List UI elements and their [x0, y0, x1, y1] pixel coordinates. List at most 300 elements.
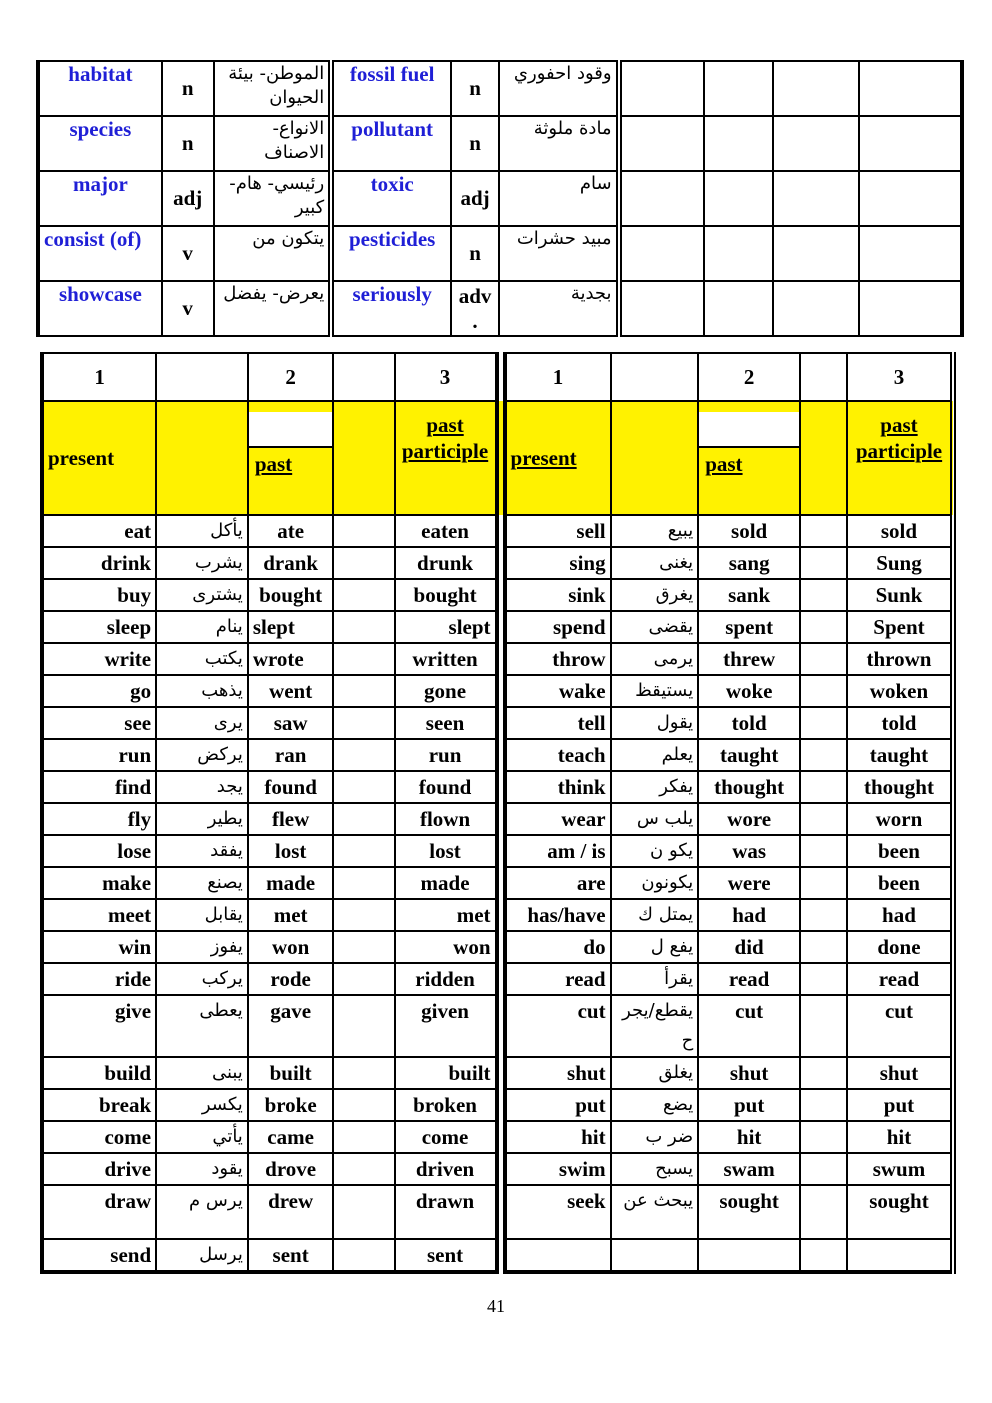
empty-cell: [333, 1153, 394, 1185]
past-cell: found: [248, 771, 334, 803]
past-participle-cell: flown: [395, 803, 501, 835]
past-cell: ate: [248, 515, 334, 547]
empty-cell: [333, 1239, 394, 1272]
past-cell: bought: [248, 579, 334, 611]
vocab-pos: n: [451, 226, 499, 281]
past-participle-cell: shut: [847, 1057, 953, 1089]
present-cell: drink: [42, 547, 156, 579]
empty-cell: [800, 643, 847, 675]
past-participle-cell: had: [847, 899, 953, 931]
verb-row: [42, 515, 953, 547]
empty-cell: [619, 116, 704, 171]
empty-cell: [333, 803, 394, 835]
arabic-meaning-cell: يغنى: [611, 547, 699, 579]
present-cell: seek: [501, 1185, 611, 1239]
present-cell: win: [42, 931, 156, 963]
past-participle-cell: done: [847, 931, 953, 963]
present-cell: swim: [501, 1153, 611, 1185]
past-cell: hit: [698, 1121, 800, 1153]
empty-cell: [800, 835, 847, 867]
empty-cell: [333, 515, 394, 547]
empty-cell: [333, 547, 394, 579]
empty-cell: [773, 226, 858, 281]
past-cell: taught: [698, 739, 800, 771]
empty-cell: [619, 281, 704, 336]
arabic-meaning-cell: يشرب: [156, 547, 248, 579]
past-header: past: [248, 401, 334, 515]
vocab-arabic: يتكون من: [214, 226, 332, 281]
present-cell: make: [42, 867, 156, 899]
past-cell: went: [248, 675, 334, 707]
past-cell: lost: [248, 835, 334, 867]
verb-row: [42, 707, 953, 739]
empty-cell: [333, 835, 394, 867]
past-cell: sank: [698, 579, 800, 611]
vocab-word: pollutant: [331, 116, 451, 171]
empty-cell: [800, 611, 847, 643]
past-participle-cell: Sung: [847, 547, 953, 579]
empty-cell: [800, 963, 847, 995]
arabic-meaning-cell: يفكر: [611, 771, 699, 803]
past-participle-cell: thrown: [847, 643, 953, 675]
empty-cell: [333, 1121, 394, 1153]
empty-cell: [333, 963, 394, 995]
past-cell: [698, 1239, 800, 1272]
empty-cell: [800, 1185, 847, 1239]
col-number: 2: [698, 353, 800, 401]
past-cell: sang: [698, 547, 800, 579]
past-cell: drove: [248, 1153, 334, 1185]
vocab-arabic: الانواع- الاصناف: [214, 116, 332, 171]
present-header: present: [42, 401, 156, 515]
past-participle-cell: sent: [395, 1239, 501, 1272]
vocab-word: fossil fuel: [331, 61, 451, 116]
past-participle-cell: read: [847, 963, 953, 995]
vocab-pos: n: [451, 61, 499, 116]
arabic-meaning-cell: يفقد: [156, 835, 248, 867]
col-number: 3: [847, 353, 953, 401]
verb-row: [42, 899, 953, 931]
past-cell: put: [698, 1089, 800, 1121]
present-cell: sell: [501, 515, 611, 547]
arabic-meaning-cell: يقضى: [611, 611, 699, 643]
past-cell: spent: [698, 611, 800, 643]
past-cell: told: [698, 707, 800, 739]
empty-cell: [704, 281, 773, 336]
arabic-meaning-cell: يذهب: [156, 675, 248, 707]
irregular-verbs-table: [40, 352, 956, 1274]
verb-row: [42, 803, 953, 835]
verb-row: [42, 1121, 953, 1153]
present-header: present: [501, 401, 611, 515]
empty-cell: [800, 899, 847, 931]
past-cell: made: [248, 867, 334, 899]
past-participle-cell: written: [395, 643, 501, 675]
arabic-meaning-cell: يفع ل: [611, 931, 699, 963]
empty-cell: [859, 171, 962, 226]
arabic-meaning-cell: يركب: [156, 963, 248, 995]
past-participle-cell: run: [395, 739, 501, 771]
empty-cell: [859, 116, 962, 171]
past-cell: swam: [698, 1153, 800, 1185]
empty-cell: [800, 1089, 847, 1121]
col-number: 3: [395, 353, 501, 401]
verb-row: [42, 995, 953, 1057]
past-participle-cell: woken: [847, 675, 953, 707]
past-participle-cell: Sunk: [847, 579, 953, 611]
arabic-meaning-cell: يسبح: [611, 1153, 699, 1185]
arabic-meaning-cell: يغلق: [611, 1057, 699, 1089]
past-participle-cell: come: [395, 1121, 501, 1153]
vocab-word: habitat: [38, 61, 162, 116]
col-number: 1: [42, 353, 156, 401]
past-cell: woke: [698, 675, 800, 707]
arabic-meaning-cell: يبنى: [156, 1057, 248, 1089]
present-cell: write: [42, 643, 156, 675]
verb-row: [42, 867, 953, 899]
past-cell: were: [698, 867, 800, 899]
verb-row: [42, 1239, 953, 1272]
empty-cell: [773, 281, 858, 336]
col-number: 2: [248, 353, 334, 401]
past-participle-cell: been: [847, 867, 953, 899]
empty-cell: [773, 61, 858, 116]
vocab-row: [38, 116, 962, 171]
empty-cell: [333, 867, 394, 899]
past-participle-cell: made: [395, 867, 501, 899]
arabic-meaning-cell: يكو ن: [611, 835, 699, 867]
arabic-meaning-cell: يأكل: [156, 515, 248, 547]
verb-row: [42, 1185, 953, 1239]
past-cell: sought: [698, 1185, 800, 1239]
vocab-row: [38, 61, 962, 116]
vocab-word: species: [38, 116, 162, 171]
past-participle-cell: seen: [395, 707, 501, 739]
past-header: past: [698, 401, 800, 515]
present-cell: draw: [42, 1185, 156, 1239]
past-cell: flew: [248, 803, 334, 835]
present-cell: see: [42, 707, 156, 739]
past-cell: had: [698, 899, 800, 931]
empty-cell: [800, 931, 847, 963]
past-cell: was: [698, 835, 800, 867]
present-cell: do: [501, 931, 611, 963]
arabic-meaning-cell: يفوز: [156, 931, 248, 963]
past-participle-header: past participle: [395, 401, 501, 515]
empty-cell: [800, 803, 847, 835]
past-cell: threw: [698, 643, 800, 675]
present-cell: tell: [501, 707, 611, 739]
empty-cell: [800, 1153, 847, 1185]
arabic-meaning-cell: يبحث عن: [611, 1185, 699, 1239]
present-cell: ride: [42, 963, 156, 995]
empty-cell: [333, 707, 394, 739]
empty-cell: [859, 281, 962, 336]
verb-row: [42, 1153, 953, 1185]
arabic-meaning-cell: يبيع: [611, 515, 699, 547]
vocab-pos: adj: [451, 171, 499, 226]
empty-cell: [800, 579, 847, 611]
past-participle-cell: hit: [847, 1121, 953, 1153]
vocabulary-table: [36, 60, 964, 337]
present-cell: buy: [42, 579, 156, 611]
empty-cell: [859, 226, 962, 281]
past-participle-cell: Spent: [847, 611, 953, 643]
past-participle-cell: drunk: [395, 547, 501, 579]
arabic-meaning-cell: يرمى: [611, 643, 699, 675]
empty-cell: [773, 116, 858, 171]
arabic-meaning-cell: يعلم: [611, 739, 699, 771]
past-participle-cell: given: [395, 995, 501, 1057]
present-cell: lose: [42, 835, 156, 867]
arabic-meaning-cell: يعطى: [156, 995, 248, 1057]
arabic-meaning-cell: يكونون: [611, 867, 699, 899]
empty-cell: [333, 675, 394, 707]
past-cell: sent: [248, 1239, 334, 1272]
present-cell: hit: [501, 1121, 611, 1153]
arabic-meaning-cell: يغرق: [611, 579, 699, 611]
verb-row: [42, 675, 953, 707]
present-cell: break: [42, 1089, 156, 1121]
vocab-arabic: مادة ملوثة: [499, 116, 619, 171]
vocab-word: toxic: [331, 171, 451, 226]
empty-cell: [333, 931, 394, 963]
arabic-meaning-cell: يقرأ: [611, 963, 699, 995]
past-participle-cell: lost: [395, 835, 501, 867]
present-cell: sink: [501, 579, 611, 611]
past-participle-cell: slept: [395, 611, 501, 643]
empty-cell: [800, 707, 847, 739]
vocab-pos: adv .: [451, 281, 499, 336]
empty-cell: [333, 771, 394, 803]
present-cell: find: [42, 771, 156, 803]
past-cell: won: [248, 931, 334, 963]
empty-cell: [800, 515, 847, 547]
past-cell: slept: [248, 611, 334, 643]
past-participle-cell: told: [847, 707, 953, 739]
past-cell: broke: [248, 1089, 334, 1121]
arabic-meaning-cell: يجد: [156, 771, 248, 803]
empty-cell: [800, 1239, 847, 1272]
past-participle-cell: swum: [847, 1153, 953, 1185]
empty-cell: [333, 611, 394, 643]
arabic-meaning-cell: يأتي: [156, 1121, 248, 1153]
arabic-meaning-cell: يصنع: [156, 867, 248, 899]
present-cell: go: [42, 675, 156, 707]
empty-cell: [333, 1185, 394, 1239]
present-cell: teach: [501, 739, 611, 771]
past-participle-cell: driven: [395, 1153, 501, 1185]
empty-cell: [333, 1089, 394, 1121]
past-cell: sold: [698, 515, 800, 547]
arabic-meaning-cell: يقابل: [156, 899, 248, 931]
page-number: 41: [487, 1296, 505, 1316]
past-cell: read: [698, 963, 800, 995]
past-cell: cut: [698, 995, 800, 1057]
vocab-pos: n: [162, 116, 214, 171]
present-cell: meet: [42, 899, 156, 931]
past-cell: shut: [698, 1057, 800, 1089]
arabic-meaning-cell: يمتل ك: [611, 899, 699, 931]
past-participle-cell: broken: [395, 1089, 501, 1121]
present-cell: read: [501, 963, 611, 995]
past-participle-cell: [847, 1239, 953, 1272]
present-cell: am / is: [501, 835, 611, 867]
past-cell: ran: [248, 739, 334, 771]
vocab-arabic: الموطن- بيئة الحيوان: [214, 61, 332, 116]
empty-cell: [333, 1057, 394, 1089]
empty-cell: [704, 171, 773, 226]
past-participle-cell: bought: [395, 579, 501, 611]
present-cell: eat: [42, 515, 156, 547]
empty-cell: [333, 579, 394, 611]
present-cell: send: [42, 1239, 156, 1272]
arabic-meaning-cell: يقطع/يجر ح: [611, 995, 699, 1057]
verb-row: [42, 835, 953, 867]
past-cell: drank: [248, 547, 334, 579]
arabic-meaning-cell: يلب س: [611, 803, 699, 835]
past-cell: met: [248, 899, 334, 931]
present-cell: throw: [501, 643, 611, 675]
vocab-word: consist (of): [38, 226, 162, 281]
empty-cell: [800, 547, 847, 579]
vocab-arabic: يعرض- يفضل: [214, 281, 332, 336]
empty-cell: [619, 171, 704, 226]
vocab-row: [38, 171, 962, 226]
past-cell: came: [248, 1121, 334, 1153]
verb-row: [42, 1057, 953, 1089]
verb-row: [42, 579, 953, 611]
arabic-meaning-cell: يطير: [156, 803, 248, 835]
past-participle-cell: drawn: [395, 1185, 501, 1239]
verb-row: [42, 1089, 953, 1121]
empty-cell: [773, 171, 858, 226]
past-participle-cell: thought: [847, 771, 953, 803]
empty-cell: [333, 899, 394, 931]
vocab-row: [38, 226, 962, 281]
empty-cell: [704, 116, 773, 171]
past-cell: wore: [698, 803, 800, 835]
vocab-pos: v: [162, 281, 214, 336]
empty-cell: [800, 739, 847, 771]
present-cell: run: [42, 739, 156, 771]
vocab-arabic: سام: [499, 171, 619, 226]
present-cell: [501, 1239, 611, 1272]
past-participle-cell: sought: [847, 1185, 953, 1239]
arabic-meaning-cell: يضع: [611, 1089, 699, 1121]
present-cell: come: [42, 1121, 156, 1153]
vocab-arabic: وقود احفوري: [499, 61, 619, 116]
empty-cell: [333, 995, 394, 1057]
present-cell: sing: [501, 547, 611, 579]
present-cell: fly: [42, 803, 156, 835]
vocab-word: showcase: [38, 281, 162, 336]
past-participle-cell: ridden: [395, 963, 501, 995]
verb-row: [42, 643, 953, 675]
past-cell: thought: [698, 771, 800, 803]
arabic-meaning-cell: يقول: [611, 707, 699, 739]
past-participle-cell: cut: [847, 995, 953, 1057]
past-participle-header: past participle: [847, 401, 953, 515]
past-participle-cell: eaten: [395, 515, 501, 547]
empty-cell: [704, 226, 773, 281]
past-participle-cell: built: [395, 1057, 501, 1089]
past-cell: saw: [248, 707, 334, 739]
empty-cell: [333, 739, 394, 771]
verb-row: [42, 739, 953, 771]
arabic-meaning-cell: [611, 1239, 699, 1272]
vocab-row: [38, 281, 962, 336]
empty-cell: [800, 1121, 847, 1153]
col-number: 1: [501, 353, 611, 401]
empty-cell: [800, 995, 847, 1057]
vocab-arabic: مبيد حشرات: [499, 226, 619, 281]
arabic-meaning-cell: يقود: [156, 1153, 248, 1185]
arabic-meaning-cell: يشترى: [156, 579, 248, 611]
present-cell: wear: [501, 803, 611, 835]
vocab-word: major: [38, 171, 162, 226]
vocab-word: pesticides: [331, 226, 451, 281]
column-number-row: [42, 353, 953, 401]
empty-cell: [859, 61, 962, 116]
arabic-meaning-cell: يكسر: [156, 1089, 248, 1121]
past-participle-cell: gone: [395, 675, 501, 707]
past-cell: did: [698, 931, 800, 963]
present-cell: drive: [42, 1153, 156, 1185]
arabic-meaning-cell: يكتب: [156, 643, 248, 675]
empty-cell: [619, 226, 704, 281]
present-cell: spend: [501, 611, 611, 643]
present-cell: has/have: [501, 899, 611, 931]
empty-cell: [619, 61, 704, 116]
arabic-meaning-cell: يرس م: [156, 1185, 248, 1239]
arabic-meaning-cell: ينام: [156, 611, 248, 643]
present-cell: shut: [501, 1057, 611, 1089]
empty-cell: [333, 643, 394, 675]
present-cell: cut: [501, 995, 611, 1057]
past-participle-cell: taught: [847, 739, 953, 771]
vocab-pos: v: [162, 226, 214, 281]
present-cell: think: [501, 771, 611, 803]
vocab-word: seriously: [331, 281, 451, 336]
past-participle-cell: found: [395, 771, 501, 803]
verb-row: [42, 547, 953, 579]
past-participle-cell: sold: [847, 515, 953, 547]
past-cell: wrote: [248, 643, 334, 675]
vocab-pos: n: [162, 61, 214, 116]
arabic-meaning-cell: يرسل: [156, 1239, 248, 1272]
present-cell: wake: [501, 675, 611, 707]
arabic-meaning-cell: يركض: [156, 739, 248, 771]
empty-cell: [800, 867, 847, 899]
past-participle-cell: met: [395, 899, 501, 931]
verb-row: [42, 963, 953, 995]
present-cell: sleep: [42, 611, 156, 643]
past-participle-cell: worn: [847, 803, 953, 835]
column-header-row: [42, 401, 953, 515]
verb-row: [42, 611, 953, 643]
past-participle-cell: put: [847, 1089, 953, 1121]
vocab-arabic: رئيسي- هام- كبير: [214, 171, 332, 226]
past-cell: rode: [248, 963, 334, 995]
present-cell: are: [501, 867, 611, 899]
empty-cell: [704, 61, 773, 116]
past-cell: gave: [248, 995, 334, 1057]
arabic-meaning-cell: يرى: [156, 707, 248, 739]
verb-row: [42, 771, 953, 803]
past-participle-cell: been: [847, 835, 953, 867]
arabic-meaning-cell: ضر ب: [611, 1121, 699, 1153]
